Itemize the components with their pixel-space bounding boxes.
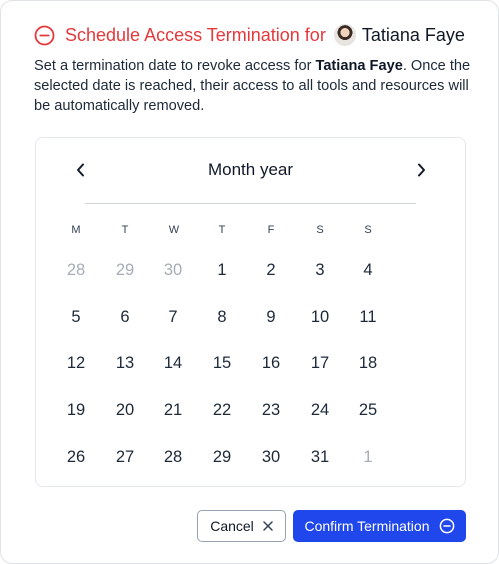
calendar-day-outside-month[interactable]: 1: [363, 447, 373, 466]
weekday-label: S: [316, 224, 324, 236]
calendar-day[interactable]: 30: [261, 447, 281, 466]
confirm-termination-button[interactable]: [293, 510, 466, 542]
calendar-day[interactable]: 27: [115, 447, 135, 466]
weekday-label: T: [218, 224, 226, 236]
calendar-day[interactable]: 13: [115, 353, 135, 372]
calendar-day[interactable]: 29: [212, 447, 232, 466]
calendar-day-outside-month[interactable]: 28: [66, 260, 86, 279]
calendar-day[interactable]: 8: [217, 307, 227, 326]
weekday-label: S: [364, 224, 372, 236]
minus-circle-icon: [439, 518, 455, 534]
dialog-title: Schedule Access Termination for: [65, 24, 326, 45]
chevron-right-icon: [415, 163, 427, 177]
calendar-days-grid: [56, 253, 448, 483]
weekday-label: F: [267, 224, 275, 236]
calendar-day[interactable]: 15: [212, 353, 232, 372]
weekday-label: T: [121, 224, 129, 236]
calendar-day[interactable]: 2: [266, 260, 276, 279]
calendar-day[interactable]: 24: [310, 400, 330, 419]
calendar-day[interactable]: 1: [217, 260, 227, 279]
calendar-day[interactable]: 26: [66, 447, 86, 466]
calendar-day[interactable]: 5: [71, 307, 81, 326]
weekday-label: W: [168, 224, 180, 236]
calendar-day[interactable]: 9: [266, 307, 276, 326]
calendar-day[interactable]: 23: [261, 400, 281, 419]
calendar-day[interactable]: 11: [359, 307, 377, 326]
calendar-day-outside-month[interactable]: 29: [115, 260, 135, 279]
calendar-day[interactable]: 7: [168, 307, 178, 326]
description-prefix: Set a termination date to revoke access for: [34, 58, 316, 74]
calendar-day[interactable]: 21: [163, 400, 183, 419]
dialog-description: [34, 56, 474, 116]
weekday-label: M: [71, 224, 81, 236]
calendar-day[interactable]: 25: [358, 400, 378, 419]
avatar: [334, 24, 356, 46]
cancel-button-label: Cancel: [210, 518, 254, 534]
user-name: Tatiana Faye: [361, 24, 465, 45]
calendar-day[interactable]: 31: [310, 447, 330, 466]
date-picker-calendar: [35, 137, 466, 487]
description-user-name: Tatiana Faye: [315, 58, 403, 74]
close-icon: [263, 521, 273, 531]
calendar-day[interactable]: 3: [315, 260, 325, 279]
calendar-day[interactable]: 6: [120, 307, 130, 326]
minus-circle-icon: [34, 25, 55, 46]
calendar-day[interactable]: 10: [310, 307, 330, 326]
dialog-header: [34, 20, 465, 50]
calendar-day[interactable]: 17: [310, 353, 330, 372]
calendar-day[interactable]: 12: [66, 353, 86, 372]
confirm-button-label: Confirm Termination: [304, 518, 430, 534]
calendar-day[interactable]: 19: [66, 400, 86, 419]
calendar-day[interactable]: 18: [358, 353, 378, 372]
calendar-day[interactable]: 16: [261, 353, 281, 372]
calendar-day[interactable]: 20: [115, 400, 135, 419]
calendar-day[interactable]: 22: [212, 400, 232, 419]
calendar-day[interactable]: 14: [163, 353, 183, 372]
calendar-day[interactable]: 28: [163, 447, 183, 466]
calendar-day[interactable]: 4: [363, 260, 373, 279]
next-month-button[interactable]: [409, 158, 433, 182]
calendar-divider: [85, 203, 416, 204]
description-suffix: . Once the selected date is reached, their access to all tools and resources will be automatically removed.: [34, 58, 471, 114]
weekday-header-row: [56, 222, 448, 238]
cancel-button[interactable]: [197, 510, 286, 542]
month-year-label: Month year: [207, 160, 294, 179]
calendar-day-outside-month[interactable]: 30: [163, 260, 183, 279]
